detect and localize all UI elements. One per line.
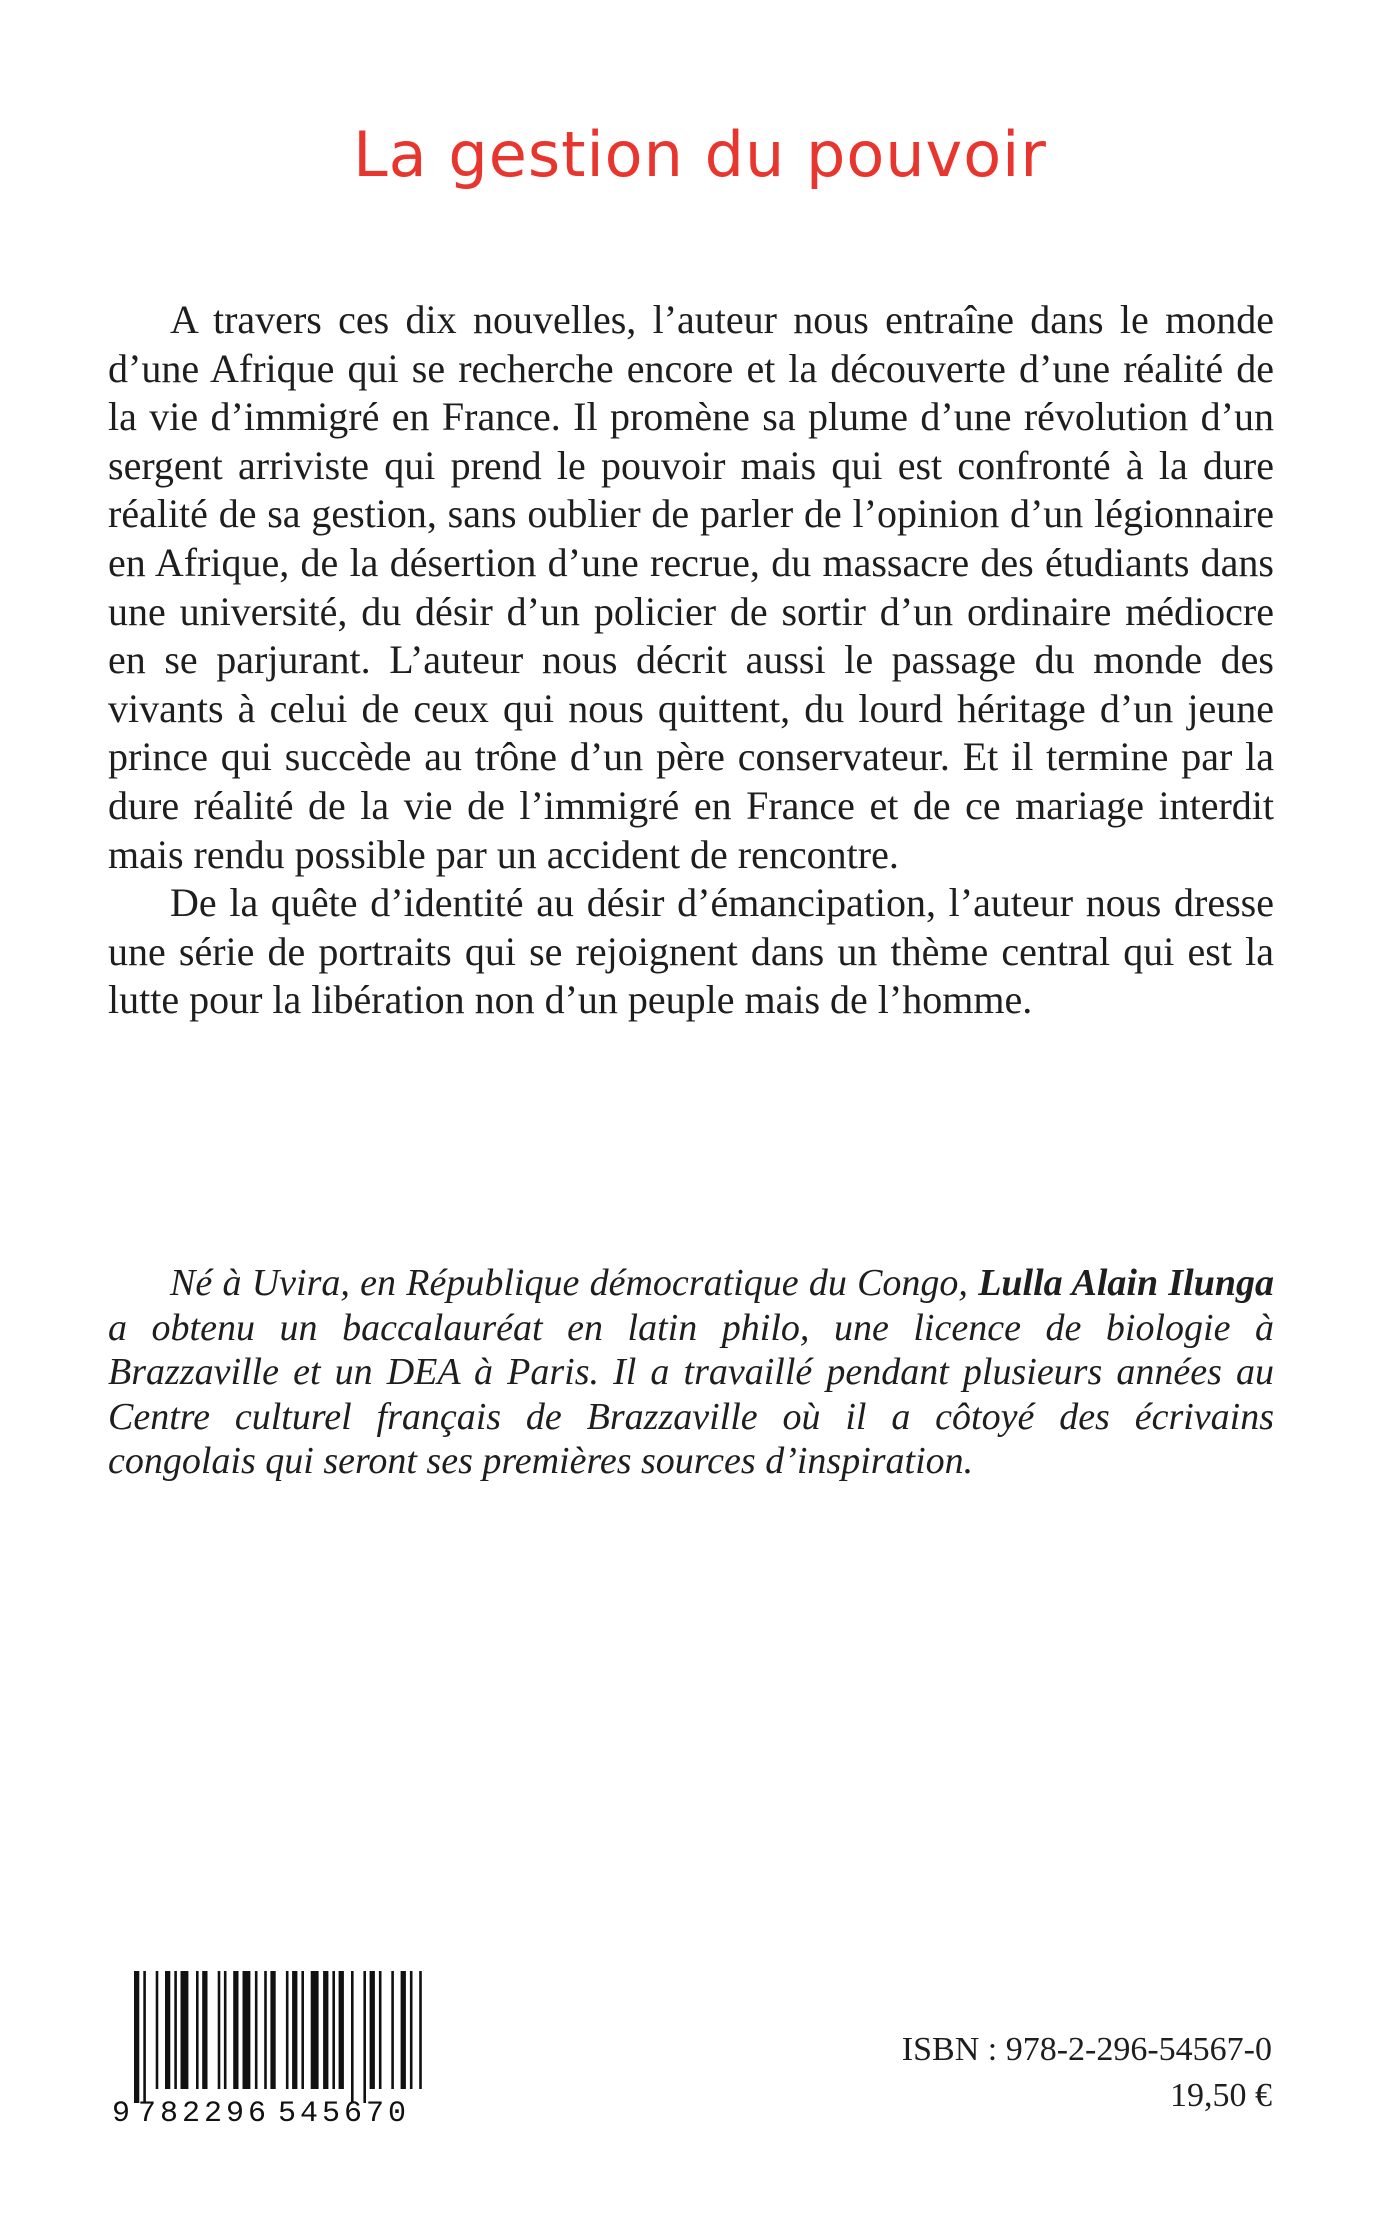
barcode-bar <box>301 1971 304 2089</box>
barcode-bar <box>233 1971 238 2089</box>
summary-text <box>108 296 1274 1025</box>
barcode-bar <box>370 1971 375 2089</box>
barcode-bar <box>401 1971 406 2089</box>
barcode-bar <box>286 1971 289 2089</box>
barcode-bar <box>270 1971 275 2089</box>
barcode-bar <box>134 1971 139 2103</box>
author-bio <box>108 1261 1274 1484</box>
barcode-bar <box>218 1971 221 2089</box>
barcode-bar <box>165 1971 170 2089</box>
barcode-bar <box>323 1971 328 2089</box>
price: 19,50 € <box>1170 2077 1272 2114</box>
barcode-bar <box>243 1971 251 2089</box>
barcode-bar <box>202 1971 207 2089</box>
barcode-bar <box>255 1971 258 2089</box>
isbn-price-block <box>902 2027 1272 2119</box>
barcode-bars <box>134 1971 422 2103</box>
barcode <box>108 1965 430 2125</box>
barcode-bar <box>156 1971 159 2089</box>
barcode-bar <box>224 1971 227 2089</box>
bio-rest: a obtenu un baccalauréat en latin philo, une licence de biologie à Brazzaville et un DEA à Paris. Il a travaillé pendant plusieurs années au Centre culturel français de Brazzaville où il a côtoyé des écrivains congolais qui seront ses premières sources d’inspiration. <box>108 1306 1274 1483</box>
summary-paragraph-2: De la quête d’identité au désir d’émancipation, l’auteur nous dresse une série de portraits qui se rejoignent dans un thème central qui est la lutte pour la libération non d’un peuple mais de l’homme. <box>108 880 1274 1023</box>
barcode-digits-right: 545670 <box>278 2097 406 2125</box>
barcode-bar <box>339 1971 344 2089</box>
barcode-bar <box>379 1971 382 2089</box>
barcode-bar <box>351 1971 354 2103</box>
author-bio-paragraph <box>108 1261 1274 1484</box>
barcode-digits-left: 782296 <box>138 2097 266 2125</box>
barcode-bar <box>332 1971 335 2089</box>
summary-paragraph-1: A travers ces dix nouvelles, l’auteur nous entraîne dans le monde d’une Afrique qui se recherche encore et la découverte d’une réalité de la vie d’immigré en France. Il promène sa plume d’une révolution d’un sergent arriviste qui prend le pouvoir mais qui est confronté à la dure réalité de sa gestion, sans oublier de parler de l’opinion d’un légionnaire en Afrique, de la désertion d’une recrue, du massacre des étudiants dans une université, du désir d’un policier de sortir d’un ordinaire médiocre en se parjurant. L’auteur nous décrit aussi le passage du monde des vivants à celui de ceux qui nous quittent, du lourd héritage d’un jeune prince qui succède au trône d’un père conservateur. Et il termine par la dure réalité de la vie de l’immigré en France et de ce mariage interdit mais rendu possible par un accident de rencontre. <box>108 297 1274 877</box>
bio-intro: Né à Uvira, en République démocratique du Congo, <box>170 1262 979 1304</box>
barcode-digit-first: 9 <box>112 2097 131 2125</box>
barcode-bar <box>181 1971 189 2089</box>
barcode-bar <box>410 1971 413 2089</box>
barcode-bar <box>419 1971 422 2089</box>
barcode-bar <box>311 1971 319 2089</box>
author-name: Lulla Alain Ilunga <box>978 1262 1274 1304</box>
barcode-bar <box>143 1971 146 2103</box>
barcode-bar <box>363 1971 366 2103</box>
barcode-bar <box>264 1971 267 2089</box>
barcode-image <box>108 1965 430 2125</box>
barcode-bar <box>391 1971 394 2089</box>
isbn-number: ISBN : 978-2-296-54567-0 <box>901 2031 1272 2068</box>
barcode-bar <box>196 1971 199 2089</box>
book-title: La gestion du pouvoir <box>353 118 1047 191</box>
barcode-bar <box>174 1971 177 2089</box>
barcode-bar <box>292 1971 297 2089</box>
